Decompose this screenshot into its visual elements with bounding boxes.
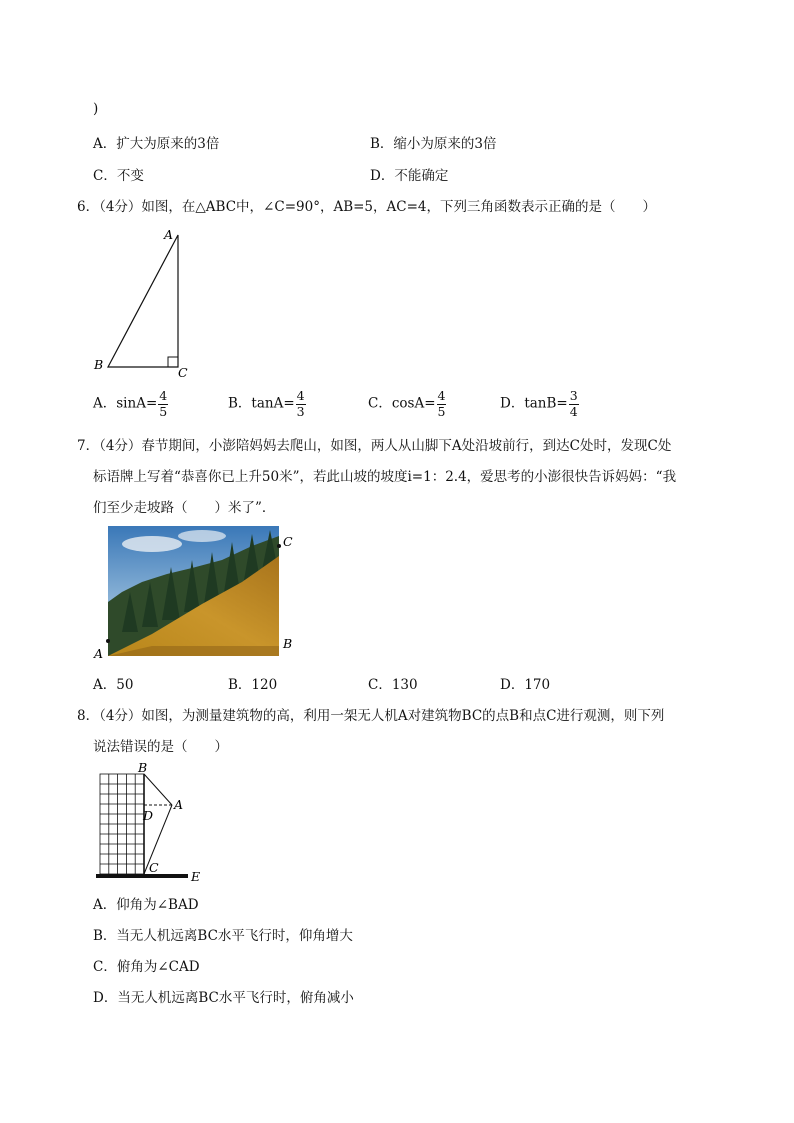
cloud	[122, 536, 182, 552]
q5-option-a	[93, 132, 219, 152]
point-label-a: A	[174, 797, 184, 812]
q6-stem: 6．（4分）如图，在△ABC中，∠C=90°，AB=5，AC=4，下列三角函数表示正确的是（ ）	[77, 199, 656, 215]
q7-option-d: D．170	[500, 677, 551, 693]
option-text: 不能确定	[394, 168, 449, 184]
q6-option-d	[500, 390, 579, 418]
point-label-c: C	[149, 860, 159, 875]
denominator: 5	[437, 403, 446, 419]
sight-line-ab	[144, 774, 172, 805]
fraction	[569, 390, 579, 418]
option-letter: C．	[93, 168, 117, 184]
q8-option-c: C．俯角为∠CAD	[93, 959, 200, 975]
point-c-dot	[277, 544, 281, 548]
numerator: 3	[569, 388, 578, 403]
option-letter: A．	[93, 136, 117, 152]
q5-option-d	[370, 164, 448, 184]
q7-option-a: A．50	[93, 677, 134, 693]
q8-building-figure	[92, 760, 212, 890]
option-prefix: A．sinA=	[93, 395, 158, 412]
q8-option-d: D．当无人机远离BC水平飞行时，俯角减小	[93, 990, 354, 1006]
fraction	[158, 390, 168, 418]
ground-line	[96, 874, 188, 878]
fraction	[296, 390, 306, 418]
q6-option-c	[368, 390, 446, 418]
right-angle-mark	[168, 357, 178, 367]
q7-stem-line3: 们至少走坡路（ ）米了”．	[93, 500, 276, 516]
point-label-b: B	[283, 636, 293, 651]
point-label-a: A	[94, 646, 104, 661]
q7-hill-photo-figure	[92, 522, 302, 662]
q7-option-b: B．120	[228, 677, 278, 693]
vertex-label-b: B	[94, 357, 104, 372]
denominator: 4	[569, 403, 578, 419]
q8-option-b: B．当无人机远离BC水平飞行时，仰角增大	[93, 928, 353, 944]
q5-option-b	[370, 132, 497, 152]
vertex-label-a: A	[164, 227, 174, 242]
q7-stem-line2: 标语牌上写着“恭喜你已上升50米”，若此山坡的坡度i=1：2.4，爱思考的小澎很快告诉妈妈：“我	[93, 469, 677, 485]
option-prefix: D．tanB=	[500, 395, 568, 412]
q8-stem-line1: 8．（4分）如图，为测量建筑物的高，利用一架无人机A对建筑物BC的点B和点C进行观测，则下列	[77, 708, 665, 724]
q7-option-c: C．130	[368, 677, 418, 693]
fraction	[437, 390, 447, 418]
building-grid	[100, 774, 144, 874]
option-letter: B．	[370, 136, 394, 152]
q8-option-a: A．仰角为∠BAD	[93, 897, 199, 913]
triangle-abc	[108, 235, 178, 367]
q6-triangle-figure	[90, 225, 200, 385]
point-label-b: B	[138, 760, 148, 775]
denominator: 5	[159, 403, 168, 419]
vertex-label-c: C	[178, 365, 188, 380]
q6-option-a	[93, 390, 168, 418]
q5-option-c	[93, 164, 144, 184]
option-prefix: B．tanA=	[228, 395, 295, 412]
numerator: 4	[159, 388, 168, 403]
cloud	[178, 530, 226, 542]
point-label-c: C	[283, 534, 293, 549]
q6-option-b	[228, 390, 306, 418]
point-label-e: E	[191, 869, 201, 884]
option-letter: D．	[370, 168, 395, 184]
q5-tail: )	[93, 101, 99, 117]
option-text: 不变	[116, 168, 144, 184]
denominator: 3	[296, 403, 305, 419]
option-prefix: C．cosA=	[368, 395, 436, 412]
option-text: 扩大为原来的3倍	[116, 136, 220, 152]
option-text: 缩小为原来的3倍	[393, 136, 497, 152]
numerator: 4	[437, 388, 446, 403]
point-a-dot	[106, 639, 110, 643]
q7-stem-line1: 7．（4分）春节期间，小澎陪妈妈去爬山，如图，两人从山脚下A处沿坡前行，到达C处时，发现C处	[77, 438, 672, 454]
point-label-d: D	[143, 808, 154, 823]
numerator: 4	[296, 388, 305, 403]
q8-stem-line2: 说法错误的是（ ）	[93, 739, 228, 755]
